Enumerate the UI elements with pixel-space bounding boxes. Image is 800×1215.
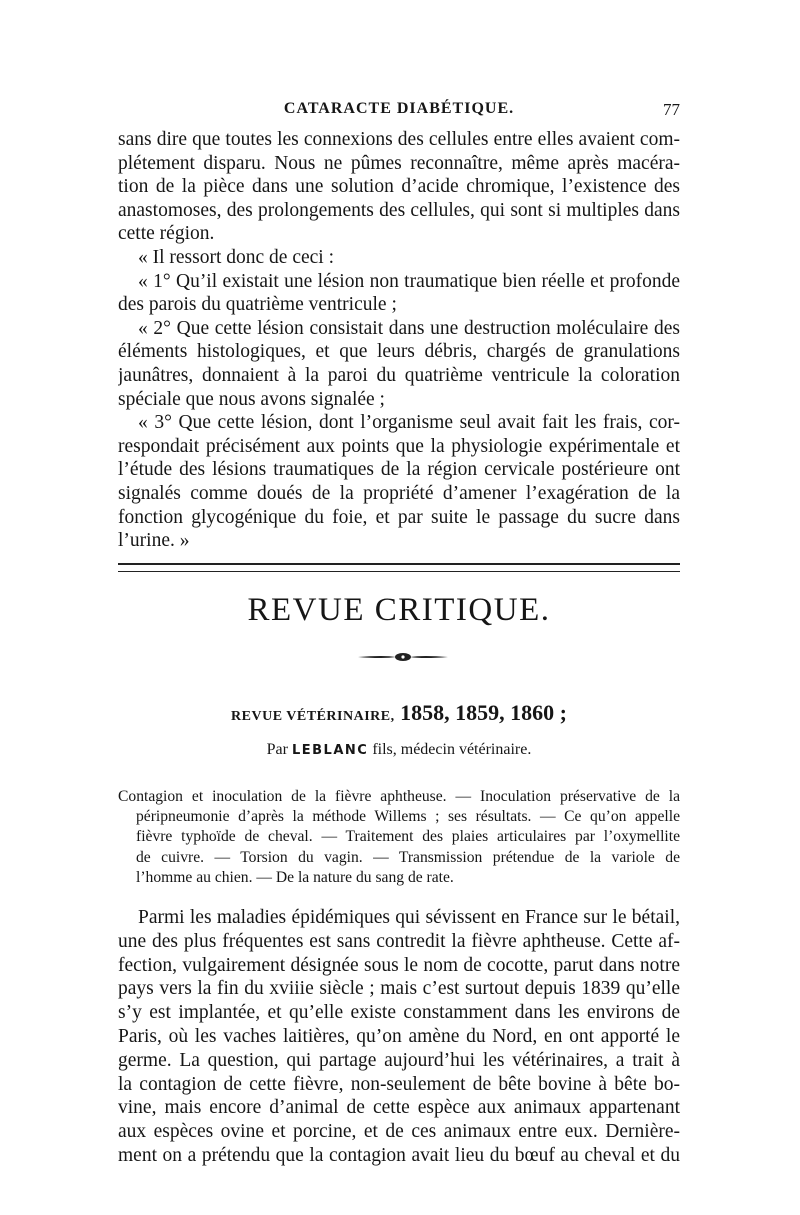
section-rule-thin [118, 571, 680, 572]
text-line: fonction glycogénique du foie, et par suite le passage du sucre dans [118, 506, 680, 528]
text-line: cette région. [118, 223, 215, 245]
article-title-years: 1858, 1859, 1860 ; [400, 700, 567, 725]
text-line: l’étude des lésions traumatiques de la région cervicale postérieure ont [118, 459, 680, 481]
text-line: des parois du quatrième ventricule ; [118, 294, 397, 316]
summary-line: l’homme au chien. — De la nature du sang de rate. [136, 868, 454, 886]
page-number: 77 [663, 100, 680, 119]
section-rule-thick [118, 563, 680, 565]
byline-prefix: Par [266, 741, 288, 758]
byline [118, 741, 680, 759]
text-line: sans dire que toutes les connexions des cellules entre elles avaient com- [118, 129, 680, 150]
text-line: éléments histologiques, et que leurs débris, chargés de granulations [118, 341, 680, 363]
text-line: l’urine. » [118, 530, 190, 552]
text-line: « 2° Que cette lésion consistait dans une destruction moléculaire des [138, 317, 680, 339]
text-line: « Il ressort donc de ceci : [138, 246, 335, 268]
text-line: « 1° Qu’il existait une lésion non traumatique bien réelle et profonde [138, 270, 680, 292]
article-title-journal: REVUE VÉTÉRINAIRE, [231, 709, 395, 724]
byline-author: LEBLANC [291, 743, 369, 758]
text-line: « 3° Que cette lésion, dont l’organisme seul avait fait les frais, cor- [138, 412, 680, 434]
running-head-title: CATARACTE DIABÉTIQUE. [283, 100, 515, 117]
text-line: tion de la pièce dans une solution d’acide chromique, l’existence des [118, 176, 680, 198]
article-title [118, 700, 680, 726]
summary-line: péripneumonie d’après la méthode Willems ; ses résultats. — Ce qu’on appelle [136, 808, 680, 826]
text-line: ment on a prétendu que la contagion avait lieu du bœuf au cheval et du [118, 1144, 680, 1166]
text-line: vine, mais encore d’animal de cette espèce aux animaux appartenant [118, 1097, 680, 1119]
text-line: s’y est implantée, et qu’elle existe constamment dans les environs de [118, 1002, 680, 1024]
ornament-divider [358, 650, 448, 664]
text-line: Paris, où les vaches laitières, qu’on amène du Nord, en ont apporté le [118, 1025, 680, 1047]
text-line: aux espèces ovine et porcine, et de ces animaux entre eux. Dernière- [118, 1121, 680, 1143]
text-line: la contagion de cette fièvre, non-seulement de bête bovine à bête bo- [118, 1073, 680, 1095]
text-line: signalés comme doués de la propriété d’amener l’exagération de la [118, 482, 680, 504]
text-line: anastomoses, des prolongements des cellules, qui sont si multiples dans [118, 199, 680, 221]
text-line: une des plus fréquentes est sans contredit la fièvre aphtheuse. Cette af- [118, 930, 680, 952]
summary-line: de cuivre. — Torsion du vagin. — Transmission prétendue de la variole de [136, 848, 680, 866]
text-line: germe. La question, qui partage aujourd’hui les vétérinaires, a trait à [118, 1049, 680, 1071]
text-line: spéciale que nous avons signalée ; [118, 388, 385, 410]
summary-line: fièvre typhoïde de cheval. — Traitement des plaies articulaires par l’oxymellite [136, 828, 680, 846]
article-summary [118, 787, 680, 888]
paragraph-fievre-aphtheuse [118, 906, 680, 1168]
paragraph-conclusions [118, 128, 680, 553]
text-line: plétement disparu. Nous ne pûmes reconnaître, même après macéra- [118, 152, 680, 174]
byline-suffix: fils, médecin vétérinaire. [372, 741, 532, 758]
text-line: fection, vulgairement désignée sous le nom de cocotte, parut dans notre [118, 954, 680, 976]
running-head [118, 100, 680, 124]
text-line: jaunâtres, donnaient à la paroi du quatrième ventricule la coloration [118, 364, 680, 386]
text-line: respondait précisément aux points que la physiologie expérimentale et [118, 435, 680, 457]
section-title: REVUE CRITIQUE. [247, 592, 551, 628]
text-line: pays vers la fin du xviiie siècle ; mais c’est surtout depuis 1839 qu’elle [118, 978, 680, 1000]
summary-line: Contagion et inoculation de la fièvre aphtheuse. — Inoculation préservative de la [118, 788, 680, 805]
text-line: Parmi les maladies épidémiques qui sévissent en France sur le bétail, [138, 907, 680, 928]
